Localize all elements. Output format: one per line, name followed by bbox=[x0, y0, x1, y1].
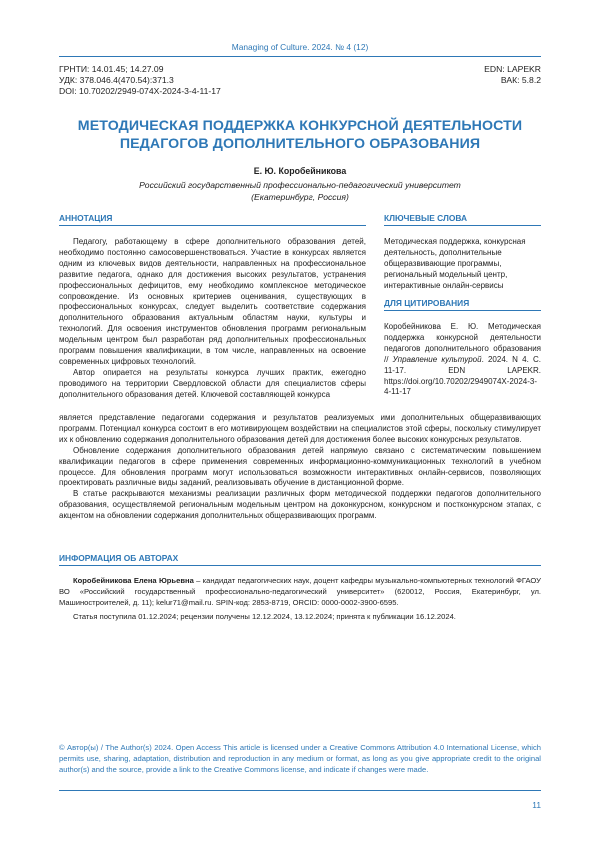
authors-rule bbox=[59, 565, 541, 566]
affiliation-line-2: (Екатеринбург, Россия) bbox=[0, 191, 600, 203]
article-dates: Статья поступила 01.12.2024; рецензии получены 12.12.2024, 13.12.2024; принята к публикации 16.12.2024. bbox=[59, 611, 541, 622]
full-paragraph-3: В статье раскрываются механизмы реализации различных форм методической поддержки педагогов дополнительного образования, осуществляемой региональным модельным центром на доконкурсном, конкурсном и постконкурсном этапах, с акцентом на обновлении содержания дополнительных общеразвивающих программ. bbox=[59, 489, 541, 522]
article-title bbox=[40, 117, 560, 153]
abstract-continuation bbox=[59, 413, 541, 522]
citation-suffix: . 2024. N 4. C. 11-17. EDN LAPEKR. https://doi.org/10.70202/2949074X-2024-3-4-11-17 bbox=[384, 355, 541, 397]
grnti-line: ГРНТИ: 14.01.45; 14.27.09 bbox=[59, 64, 221, 75]
edn-line: EDN: LAPEKR bbox=[484, 64, 541, 75]
authors-heading: ИНФОРМАЦИЯ ОБ АВТОРАХ bbox=[59, 553, 178, 563]
authors-info bbox=[59, 575, 541, 622]
citation-prefix: Коробейникова Е. Ю. Методическая поддержка конкурсной деятельности педагогов дополнительного образования // bbox=[384, 322, 541, 364]
keywords-heading: КЛЮЧЕВЫЕ СЛОВА bbox=[384, 213, 467, 223]
author-info-paragraph bbox=[59, 575, 541, 608]
full-paragraph-2: Обновление содержания дополнительного образования детей напрямую связано с систематическим повышением квалификации педагогов в сфере применения современных информационно-коммуникационных технологий в учебном процессе. Для обновления программ могут использоваться возможности интерактивных онлайн-сервисов, позволяющих проектировать различные виды заданий, реализовывать обучение в дистанционной форме. bbox=[59, 446, 541, 490]
title-line-2: ПЕДАГОГОВ ДОПОЛНИТЕЛЬНОГО ОБРАЗОВАНИЯ bbox=[40, 135, 560, 153]
udk-line: УДК: 378.046.4(470.54):371.3 bbox=[59, 75, 221, 86]
abstract-paragraph-2: Автор опирается на результаты конкурса лучших практик, ежегодно проводимого на территории Свердловской области для специалистов сферы дополнительного образования детей. Ключевой составляющей конкурса bbox=[59, 368, 366, 401]
author-details: – кандидат педагогических наук, доцент кафедры музыкально-компьютерных технологий ФГАОУ ВО «Российский государственный профессионально-педагогический университет» (620012, Россия, Екатеринбург, ул. Машиностроителей, д. 11); kelur71@mail.ru. SPIN-код: 2853-8719, ORCID: 0000-0002-3900-6595. bbox=[59, 576, 541, 607]
abstract-heading: АННОТАЦИЯ bbox=[59, 213, 112, 223]
header-rule bbox=[59, 56, 541, 57]
journal-header: Managing of Culture. 2024. № 4 (12) bbox=[0, 42, 600, 52]
abstract-paragraph-1: Педагогу, работающему в сфере дополнительного образования детей, необходимо постоянно самосовершенствоваться. Участие в конкурсах является одним из ключевых видов деятельности, направленных на профессиональное развитие педагога, однако для достижения высоких результатов, устранения профессиональных дефицитов, ему необходимо комплексное методическое сопровождение. Из основных критериев оценивания, существующих в профессиональных конкурсах, следует выделить соответствие содержания дополнительного образования актуальным областям науки, культуры и технологий. Для освоения инструментов обновления программ региональным модельным центром был разработан ряд дополнительных профессиональных программ повышения квалификации, в том числе, направленных на освоение современных цифровых технологий. bbox=[59, 237, 366, 368]
full-paragraph-1: является представление педагогами содержания и результатов реализуемых ими дополнительных общеразвивающих программ. Потенциал конкурса состоит в его мотивирующем воздействии на специалистов этой сферы, поскольку стимулирует их к обновлению содержания дополнительного образования детей для достижения более высоких конкурсных результатов. bbox=[59, 413, 541, 446]
keywords-text: Методическая поддержка, конкурсная деятельность, дополнительные общеразвивающие программы, региональный модельный центр, интерактивные онлайн-сервисы bbox=[384, 237, 541, 292]
meta-right bbox=[484, 64, 541, 86]
citation-rule bbox=[384, 310, 541, 311]
vak-line: ВАК: 5.8.2 bbox=[484, 75, 541, 86]
doi-line: DOI: 10.70202/2949-074X-2024-3-4-11-17 bbox=[59, 86, 221, 97]
license-text: © Автор(ы) / The Author(s) 2024. Open Access This article is licensed under a Creative Commons Attribution 4.0 International License, which permits use, sharing, adaptation, distribution and reproduction in any medium or format, as long as you give appropriate credit to the original author(s) and the source, provide a link to the Creative Commons license, and indicate if changes were made. bbox=[59, 742, 541, 775]
affiliation-line-1: Российский государственный профессионально-педагогический университет bbox=[0, 179, 600, 191]
footer-rule bbox=[59, 790, 541, 791]
title-line-1: МЕТОДИЧЕСКАЯ ПОДДЕРЖКА КОНКУРСНОЙ ДЕЯТЕЛЬНОСТИ bbox=[40, 117, 560, 135]
keywords-rule bbox=[384, 225, 541, 226]
author-name: Е. Ю. Коробейникова bbox=[0, 166, 600, 176]
citation-text bbox=[384, 322, 541, 398]
affiliation bbox=[0, 179, 600, 203]
citation-journal: Управление культурой bbox=[393, 355, 482, 364]
abstract-rule bbox=[59, 225, 366, 226]
meta-left bbox=[59, 64, 221, 97]
citation-heading: ДЛЯ ЦИТИРОВАНИЯ bbox=[384, 298, 469, 308]
page-number: 11 bbox=[532, 800, 541, 810]
author-full-name: Коробейникова Елена Юрьевна bbox=[73, 576, 194, 585]
abstract-column bbox=[59, 237, 366, 401]
